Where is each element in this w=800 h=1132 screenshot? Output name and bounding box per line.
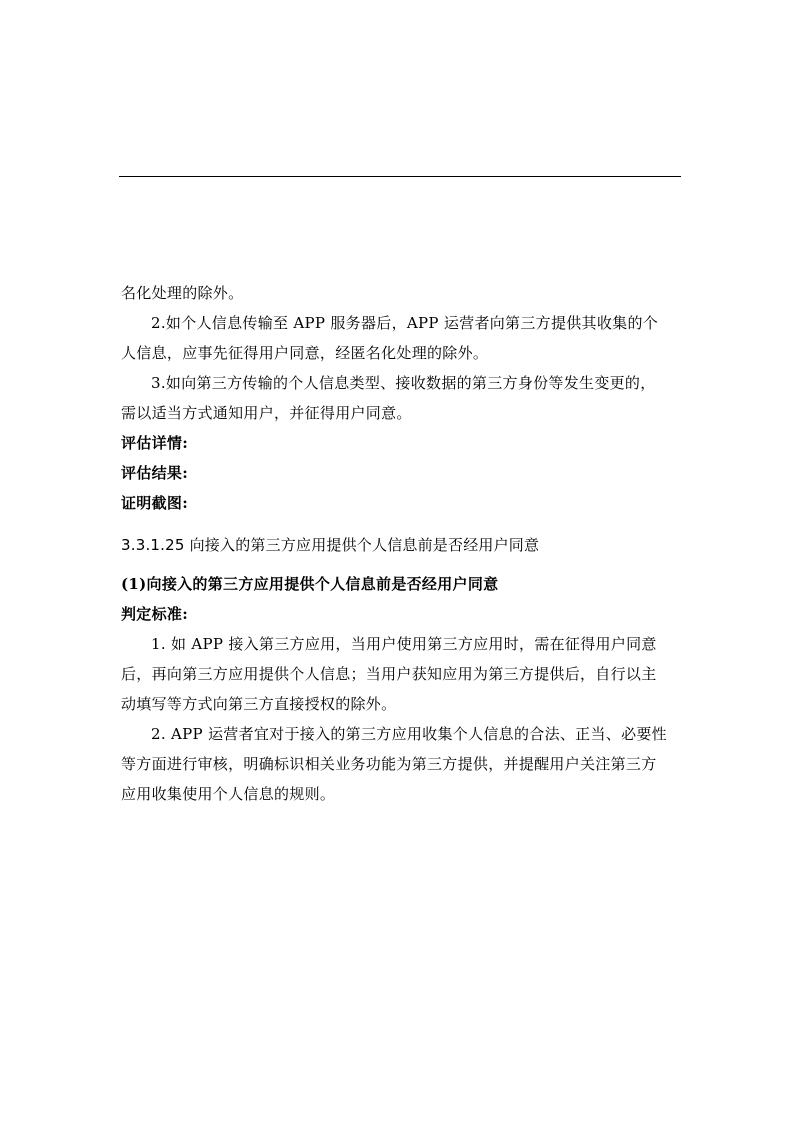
criteria-1-line-2: 后，再向第三方应用提供个人信息；当用户获知应用为第三方提供后，自行以主 [121, 665, 657, 683]
proof-screenshot-label: 证明截图: [121, 494, 189, 512]
item-2-line-1: 2.如个人信息传输至 APP 服务器后，APP 运营者向第三方提供其收集的个 [151, 314, 659, 332]
item-2-paragraph [121, 308, 683, 368]
criteria-2-line-2: 等方面进行审核，明确标识相关业务功能为第三方提供，并提醒用户关注第三方 [121, 755, 657, 773]
criteria-2-line-3: 应用收集使用个人信息的规则。 [121, 785, 336, 803]
eval-result-label: 评估结果: [121, 464, 189, 482]
criteria-label: 判定标准: [121, 605, 189, 623]
criteria-2-line-1: 2. APP 运营者宜对于接入的第三方应用收集个人信息的合法、正当、必要性 [151, 725, 667, 743]
item-3-line-1: 3.如向第三方传输的个人信息类型、接收数据的第三方身份等发生变更的， [151, 374, 656, 392]
document-body [121, 278, 683, 809]
item-2-line-2: 人信息，应事先征得用户同意，经匿名化处理的除外。 [121, 344, 489, 362]
continuation-line: 名化处理的除外。 [121, 284, 244, 302]
header-rule [119, 176, 681, 177]
criteria-1-line-3: 动填写等方式向第三方直接授权的除外。 [121, 695, 397, 713]
criteria-2-paragraph [121, 719, 683, 809]
item-3-paragraph [121, 368, 683, 428]
sub-heading: (1)向接入的第三方应用提供个人信息前是否经用户同意 [121, 575, 499, 593]
item-3-line-2: 需以适当方式通知用户，并征得用户同意。 [121, 404, 412, 422]
eval-details-label: 评估详情: [121, 434, 189, 452]
criteria-1-line-1: 1. 如 APP 接入第三方应用，当用户使用第三方应用时，需在征得用户同意 [151, 635, 657, 653]
section-heading: 3.3.1.25 向接入的第三方应用提供个人信息前是否经用户同意 [121, 536, 540, 554]
criteria-1-paragraph [121, 629, 683, 719]
